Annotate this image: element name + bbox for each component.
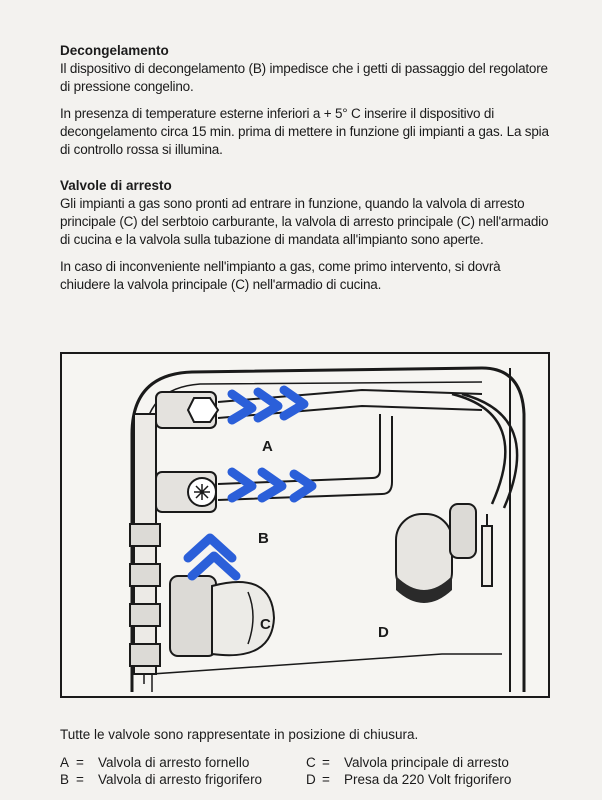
paragraph: In presenza di temperature esterne inferiori a + 5° C inserire il dispositivo di decongelamento circa 15 min. prima di mettere in funzione gli impianti a gas. La spia di controllo rossa si illumina. xyxy=(60,106,549,157)
legend-item xyxy=(60,754,249,772)
legend-text: Valvola di arresto frigorifero xyxy=(98,772,263,787)
paragraph: Gli impianti a gas sono pronti ad entrare in funzione, quando la valvola di arresto principale (C) del serbtoio carburante, la valvola di arresto principale (C) nell'armadio di cucina e la valvola sulla tubazione di mandata all'impianto sono aperte. xyxy=(60,196,549,247)
manifold-pipe xyxy=(130,414,160,674)
label-a: A xyxy=(262,438,273,455)
legend-item xyxy=(306,771,511,789)
arrow-right-icon xyxy=(294,474,312,498)
legend-key: D xyxy=(306,772,316,787)
valve-c xyxy=(170,576,274,656)
legend-equals: = xyxy=(322,772,330,787)
section-decongelamento xyxy=(60,42,552,159)
legend-text: Valvola principale di arresto xyxy=(344,755,509,770)
legend-item xyxy=(60,771,262,789)
legend-equals: = xyxy=(76,772,84,787)
floor-line xyxy=(152,654,502,692)
legend-equals: = xyxy=(322,755,330,770)
paragraph: Il dispositivo di decongelamento (B) impedisce che i getti di passaggio del regolatore di pressione congelino. xyxy=(60,61,548,94)
valves-illustration xyxy=(60,352,550,698)
legend-key: C xyxy=(306,755,316,770)
section-valvole xyxy=(60,177,552,294)
arrow-right-icon xyxy=(284,390,304,416)
label-c: C xyxy=(260,616,271,633)
legend-equals: = xyxy=(76,755,84,770)
valves-drawing xyxy=(62,354,548,696)
legend-key: B xyxy=(60,772,70,787)
legend-text: Presa da 220 Volt frigorifero xyxy=(344,772,512,787)
paragraph: In caso di inconveniente nell'impianto a gas, come primo intervento, si dovrà chiudere la valvola principale (C) nell'armadio di cucina. xyxy=(60,259,501,292)
label-b: B xyxy=(258,530,269,547)
figure-caption: Tutte le valvole sono rappresentate in posizione di chiusura. xyxy=(60,727,419,742)
section-title: Decongelamento xyxy=(60,43,169,58)
arrow-right-icon xyxy=(232,472,252,498)
valve-a xyxy=(156,390,482,428)
legend-text: Valvola di arresto fornello xyxy=(98,755,250,770)
legend-key: A xyxy=(60,755,70,770)
arrow-right-icon xyxy=(262,472,282,498)
section-title: Valvole di arresto xyxy=(60,178,172,193)
label-d: D xyxy=(378,624,389,641)
legend-item xyxy=(306,754,509,772)
socket-d xyxy=(396,394,517,603)
